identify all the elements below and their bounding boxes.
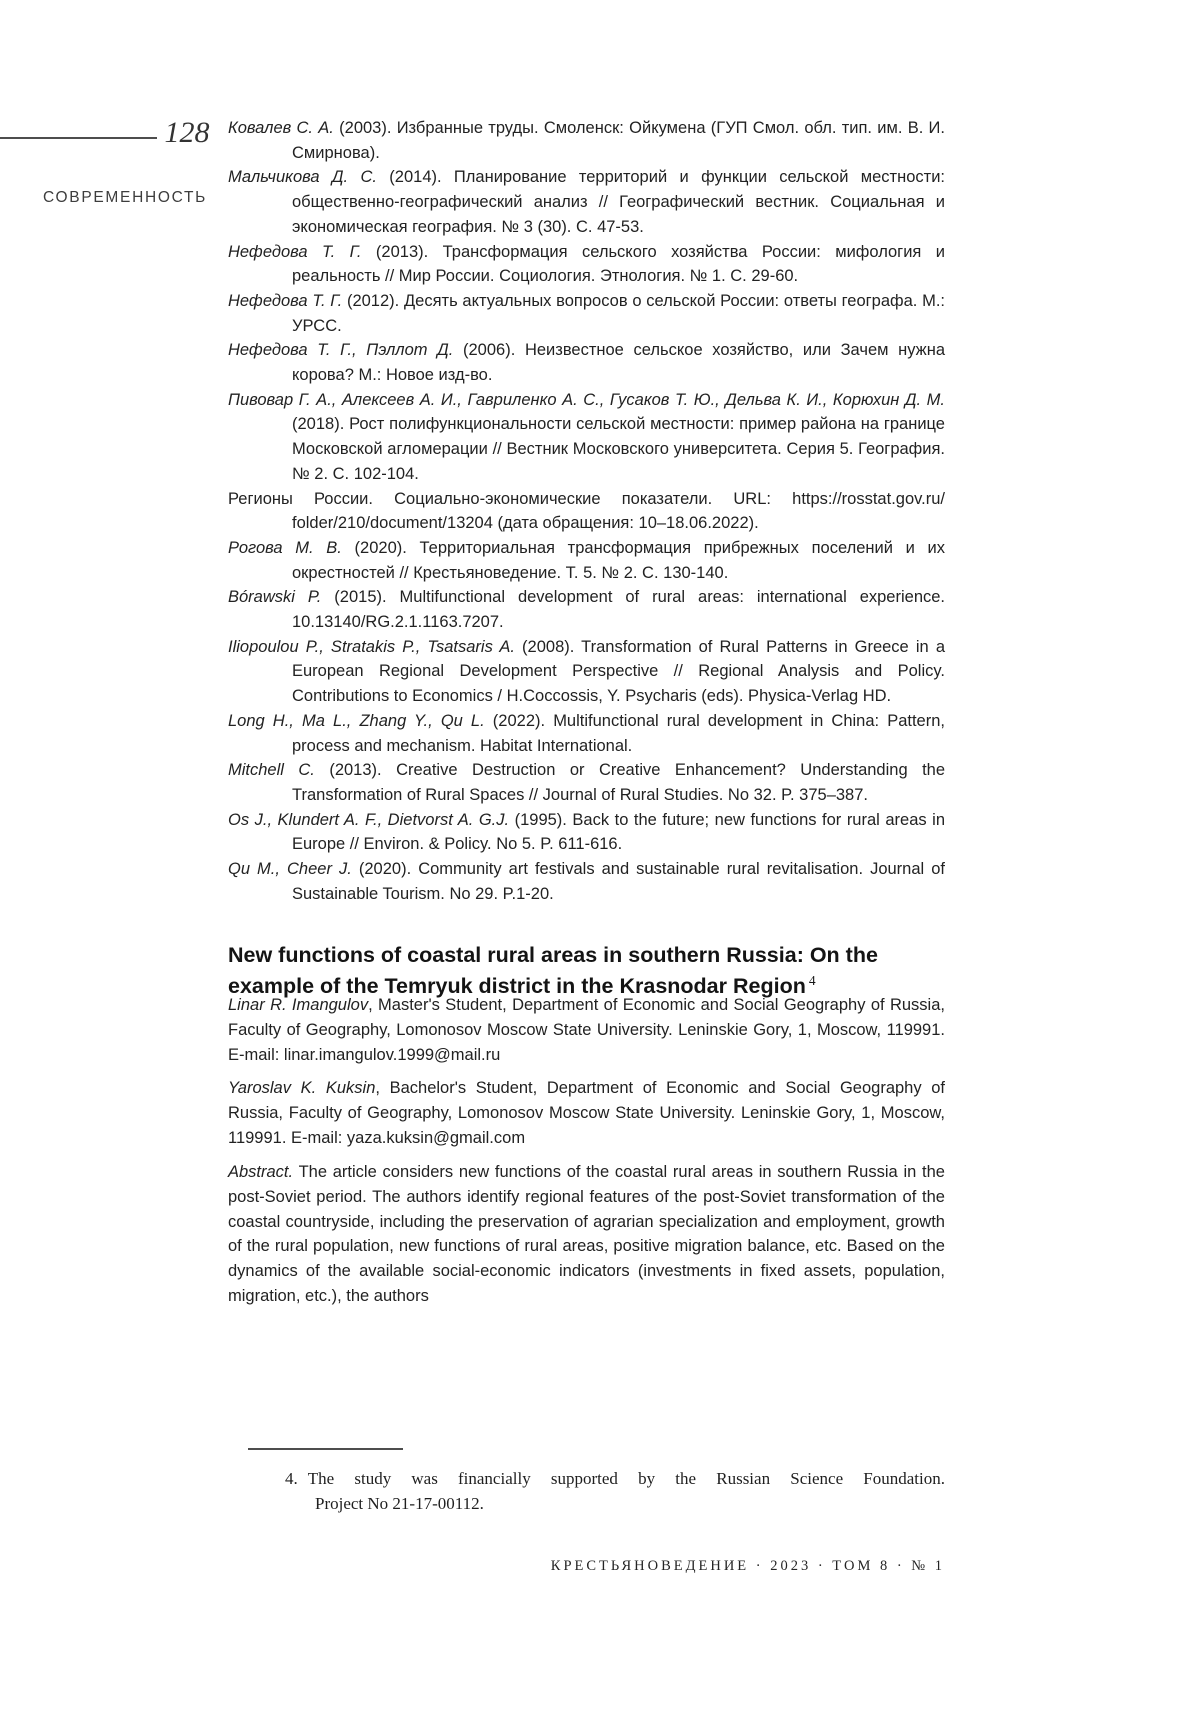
reference-entry [228, 536, 945, 585]
reference-text: (2006). Неизвестное сельское хозяйство, или Зачем нужна корова? М.: Новое изд-во. [292, 341, 946, 385]
footnote-text: The study was financially supported by the Russian Science Foundation. [307, 1469, 945, 1488]
reference-entry [228, 808, 945, 857]
author-block-1 [228, 993, 945, 1067]
reference-entry [228, 289, 945, 338]
reference-text: (2020). Community art festivals and sustainable rural revitalisation. Journal of Sustainable Tourism. No 29. P.1-20. [292, 860, 945, 903]
abstract-label: Abstract. [228, 1163, 294, 1181]
reference-text: (2003). Избранные труды. Смоленск: Ойкумена (ГУП Смол. обл. тип. им. В. И. Смирнова). [292, 119, 945, 162]
reference-text: (2022). Multifunctional rural development in China: Pattern, process and mechanism. Habitat International. [292, 711, 945, 755]
reference-entry [228, 338, 945, 387]
reference-authors: Пивовар Г. А., Алексеев А. И., Гавриленко А. С., Гусаков Т. Ю., Дельва К. И., Корюхин Д. М. [228, 390, 945, 409]
reference-text: (2014). Планирование территорий и функции сельской местности: общественно-географический анализ // Географический вестник. Социальная и экономическая география. № 3 (30). С. 47-53. [292, 168, 945, 236]
reference-entry [228, 709, 945, 758]
reference-authors: Long H., Ma L., Zhang Y., Qu L. [228, 711, 485, 730]
reference-authors: Os J., Klundert A. F., Dietvorst A. G.J. [228, 810, 510, 829]
reference-entry [228, 116, 945, 165]
reference-authors: Нефедова Т. Г., Пэллот Д. [228, 341, 454, 360]
page-number-rule [0, 137, 157, 139]
reference-entry [228, 487, 945, 536]
section-label: СОВРЕМЕННОСТЬ [43, 189, 208, 206]
reference-text: (2012). Десять актуальных вопросов о сельской России: ответы географа. М.: УРСС. [292, 291, 946, 335]
footnote-line-2: Project No 21-17-00112. [315, 1494, 484, 1513]
reference-authors: Qu M., Cheer J. [228, 860, 352, 879]
journal-footer: КРЕСТЬЯНОВЕДЕНИЕ · 2023 · ТОМ 8 · № 1 [550, 1558, 945, 1574]
title-footnote-marker: 4 [808, 973, 816, 989]
reference-text: (2013). Трансформация сельского хозяйства России: мифология и реальность // Мир России. Социология. Этнология. № 1. С. 29-60. [292, 242, 945, 286]
reference-entry [228, 388, 945, 487]
reference-text: Регионы России. Социально-экономические показатели. URL: https://rosstat.gov.ru/ folder/210/document/13204 (дата обращения: 10–18.06.2022). [228, 489, 945, 533]
author-1-name: Linar R. Imangulov [228, 996, 369, 1014]
article-title-line1: New functions of coastal rural areas in southern Russia: On the [228, 943, 878, 968]
reference-entry [228, 585, 945, 634]
reference-text: (2018). Рост полифункциональности сельской местности: пример района на границе Московской агломерации // Вестник Московского университета. Серия 5. География. № 2. С. 102-104. [292, 415, 945, 483]
reference-text: (2008). Transformation of Rural Patterns in Greece in a European Regional Development Perspective // Regional Analysis and Policy. Contributions to Economics / H.Coccossis, Y. Psycharis (eds). Physica-Verlag HD. [292, 637, 945, 706]
reference-authors: Mitchell C. [228, 761, 315, 780]
reference-entry [228, 165, 945, 239]
footnote-number: 4. [285, 1469, 298, 1488]
footnote-line-1 [285, 1466, 945, 1491]
abstract-text: The article considers new functions of the coastal rural areas in southern Russia in the post-Soviet period. The authors identify regional features of the post-Soviet transformation of the coastal countryside, including the preservation of agrarian specialization and employment, growth of the rural population, new functions of rural areas, positive migration balance, etc. Based on the dynamics of the available social-economic indicators (investments in fixed assets, population, migration, etc.), the authors [228, 1163, 945, 1305]
abstract [228, 1160, 945, 1309]
author-1-details: , Master's Student, Department of Economic and Social Geography of Russia, Faculty of Geography, Lomonosov Moscow State University. Leninskie Gory, 1, Moscow, 119991. E-mail: linar.imangulov.1999@mail.ru [228, 996, 945, 1064]
article-title-line2: example of the Temryuk district in the Krasnodar Region [228, 974, 806, 999]
reference-authors: Bórawski P. [228, 588, 322, 607]
page-number: 128 [164, 116, 210, 149]
author-2-name: Yaroslav K. Kuksin [228, 1079, 376, 1097]
reference-entry [228, 635, 945, 709]
reference-entry [228, 240, 945, 289]
reference-entry [228, 857, 945, 906]
reference-text: (2013). Creative Destruction or Creative Enhancement? Understanding the Transformation of Rural Spaces // Journal of Rural Studies. No 32. P. 375–387. [292, 761, 946, 804]
reference-list [228, 116, 945, 907]
author-block-2 [228, 1076, 945, 1150]
reference-authors: Нефедова Т. Г. [228, 291, 343, 310]
reference-authors: Рогова М. В. [228, 538, 342, 557]
reference-authors: Нефедова Т. Г. [228, 242, 362, 261]
reference-text: (1995). Back to the future; new functions for rural areas in Europe // Environ. & Policy. No 5. P. 611-616. [292, 810, 945, 854]
reference-authors: Мальчикова Д. С. [228, 168, 377, 187]
reference-authors: Ковалев С. А. [228, 119, 334, 137]
footnote [285, 1466, 945, 1516]
footnote-divider [248, 1448, 403, 1450]
author-2-details: , Bachelor's Student, Department of Economic and Social Geography of Russia, Faculty of Geography, Lomonosov Moscow State University. Leninskie Gory, 1, Moscow, 119991. E-mail: yaza.kuksin@gmail.com [228, 1079, 945, 1147]
reference-text: (2015). Multifunctional development of rural areas: international experience. 10.13140/RG.2.1.1163.7207. [292, 588, 946, 632]
reference-text: (2020). Территориальная трансформация прибрежных поселений и их окрестностей // Крестьяноведение. Т. 5. № 2. С. 130-140. [292, 538, 945, 582]
reference-authors: Iliopoulou P., Stratakis P., Tsatsaris A. [228, 637, 515, 656]
reference-entry [228, 758, 945, 807]
